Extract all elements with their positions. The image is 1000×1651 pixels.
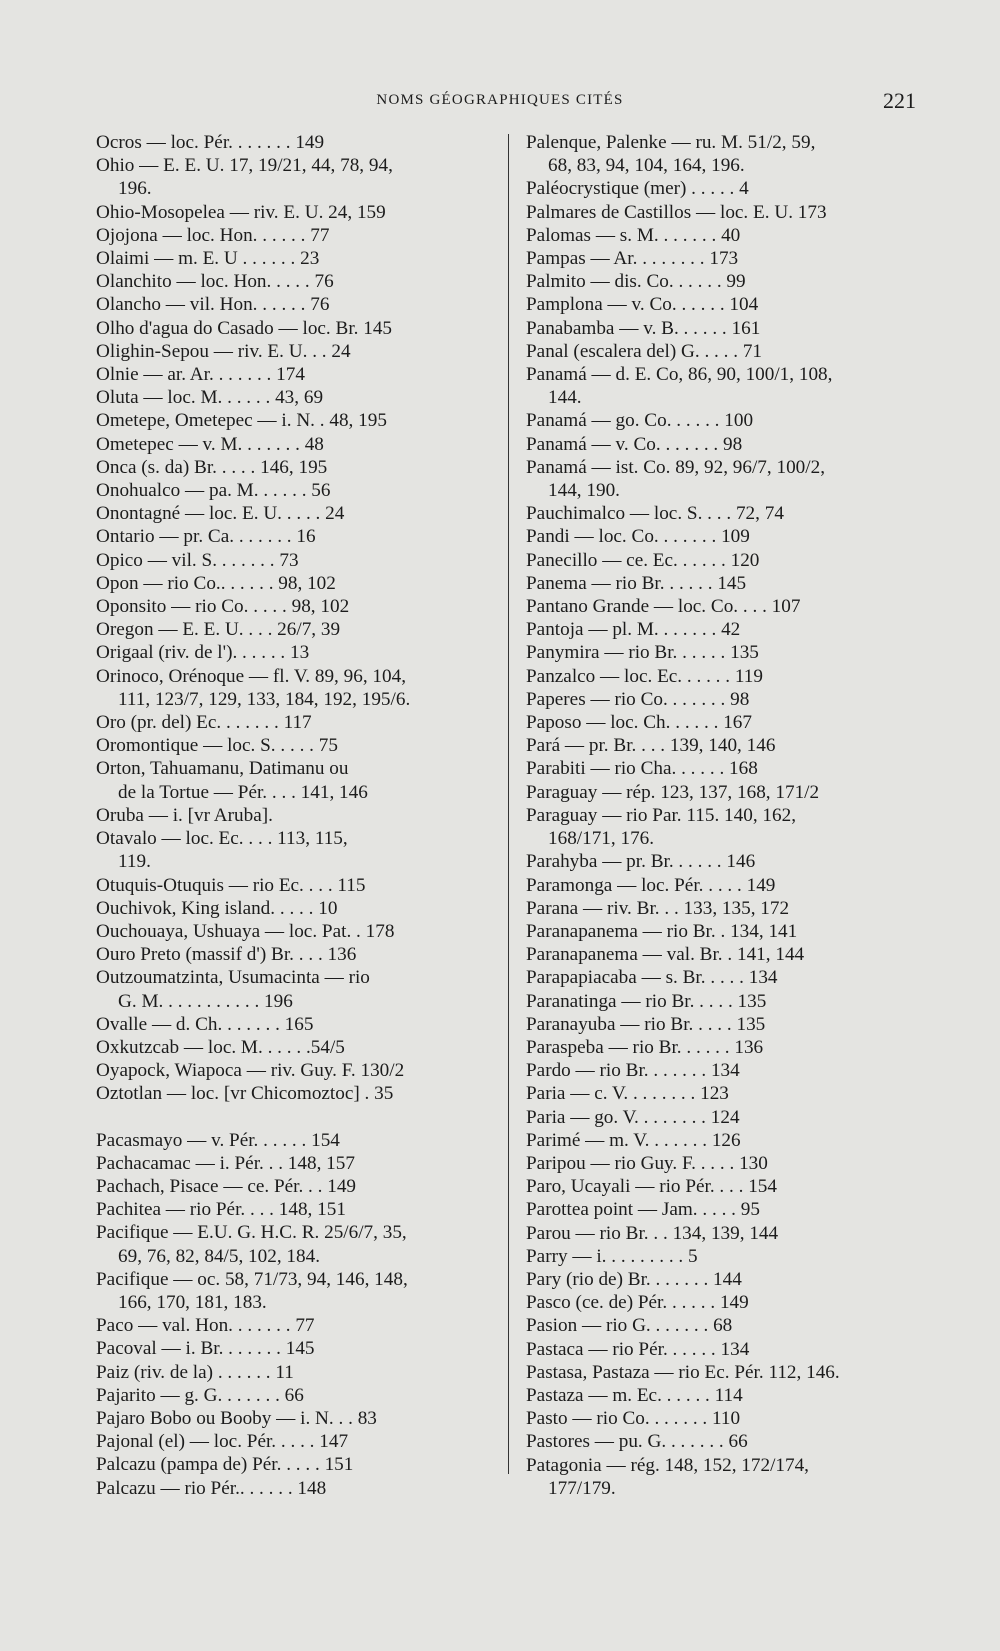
- index-entry: Pastaza — m. Ec. . . . . . 114: [526, 1384, 743, 1406]
- index-entry: Outzoumatzinta, Usumacinta — rio: [96, 967, 370, 989]
- index-entry: Pacifique — E.U. G. H.C. R. 25/6/7, 35,: [96, 1222, 407, 1244]
- index-entry: Panzalco — loc. Ec. . . . . . 119: [526, 665, 763, 687]
- index-entry: Ojojona — loc. Hon. . . . . . 77: [96, 224, 330, 246]
- index-entry: 68, 83, 94, 104, 164, 196.: [548, 155, 745, 177]
- index-entry: Patagonia — rég. 148, 152, 172/174,: [526, 1454, 809, 1476]
- index-entry: de la Tortue — Pér. . . . 141, 146: [118, 781, 368, 803]
- index-entry: Ovalle — d. Ch. . . . . . . 165: [96, 1013, 314, 1035]
- index-entry: Oromontique — loc. S. . . . . 75: [96, 735, 338, 757]
- index-entry: Olancho — vil. Hon. . . . . . 76: [96, 294, 330, 316]
- index-entry: Pastaca — rio Pér. . . . . . 134: [526, 1338, 750, 1360]
- index-entry: Pajaro Bobo ou Booby — i. N. . . 83: [96, 1407, 377, 1429]
- index-entry: Pará — pr. Br. . . . 139, 140, 146: [526, 735, 776, 757]
- index-entry: Ouchouaya, Ushuaya — loc. Pat. . 178: [96, 920, 395, 942]
- index-entry: Palenque, Palenke — ru. M. 51/2, 59,: [526, 132, 816, 153]
- index-entry: Ocros — loc. Pér. . . . . . . 149: [96, 132, 325, 153]
- index-entry: Pacifique — oc. 58, 71/73, 94, 146, 148,: [96, 1268, 408, 1290]
- index-entry: Pacoval — i. Br. . . . . . . 145: [96, 1338, 315, 1360]
- index-entry: Paranapanema — val. Br. . 141, 144: [526, 944, 805, 966]
- index-entry: 196.: [118, 178, 152, 200]
- index-entry: Paria — go. V. . . . . . . . 124: [526, 1106, 740, 1128]
- right-index-column: [526, 131, 926, 1500]
- index-entry: Parabiti — rio Cha. . . . . . 168: [526, 758, 758, 780]
- index-entry: Panema — rio Br. . . . . . 145: [526, 572, 747, 594]
- index-entry: Pasion — rio G. . . . . . . 68: [526, 1315, 733, 1337]
- index-entry: Ometepec — v. M. . . . . . . 48: [96, 433, 324, 455]
- index-entry: Paranayuba — rio Br. . . . . 135: [526, 1013, 766, 1035]
- index-entry: 69, 76, 82, 84/5, 102, 184.: [118, 1245, 321, 1267]
- index-entry: Onca (s. da) Br. . . . . 146, 195: [96, 456, 328, 478]
- index-entry: Oluta — loc. M. . . . . . 43, 69: [96, 387, 324, 409]
- index-entry: Paraspeba — rio Br. . . . . . 136: [526, 1036, 764, 1058]
- index-entry: Pary (rio de) Br. . . . . . . 144: [526, 1268, 742, 1290]
- index-entry: Parry — i. . . . . . . . . 5: [526, 1245, 698, 1267]
- index-entry: Oregon — E. E. U. . . . 26/7, 39: [96, 619, 341, 641]
- index-entry: 144.: [548, 387, 582, 409]
- index-entry: Palcazu — rio Pér.. . . . . . 148: [96, 1477, 327, 1499]
- index-entry: Otuquis-Otuquis — rio Ec. . . . 115: [96, 874, 366, 896]
- index-entry: Paraguay — rio Par. 115. 140, 162,: [526, 804, 797, 826]
- index-entry: Onohualco — pa. M. . . . . . 56: [96, 480, 331, 502]
- index-entry: Panamá — v. Co. . . . . . . 98: [526, 433, 743, 455]
- index-entry: Parou — rio Br. . . 134, 139, 144: [526, 1222, 779, 1244]
- index-entry: Pastasa, Pastaza — rio Ec. Pér. 112, 146.: [526, 1361, 840, 1383]
- index-entry: Paripou — rio Guy. F. . . . . 130: [526, 1152, 768, 1174]
- index-entry: Origaal (riv. de l'). . . . . . 13: [96, 642, 310, 664]
- index-entry: Olaimi — m. E. U . . . . . . 23: [96, 248, 320, 270]
- letter-section-gap: [96, 1106, 496, 1129]
- index-entry: Pastores — pu. G. . . . . . . 66: [526, 1431, 748, 1453]
- index-entry: 111, 123/7, 129, 133, 184, 192, 195/6.: [118, 688, 411, 710]
- index-entry: Paranapanema — rio Br. . 134, 141: [526, 920, 798, 942]
- index-entry: Oztotlan — loc. [vr Chicomoztoc] . 35: [96, 1083, 394, 1105]
- column-divider: [508, 134, 509, 1474]
- running-title: NOMS GÉOGRAPHIQUES CITÉS: [376, 92, 624, 108]
- index-entry: 177/179.: [548, 1477, 616, 1499]
- index-entry: Ouchivok, King island. . . . . 10: [96, 897, 338, 919]
- index-entry: Pandi — loc. Co. . . . . . . 109: [526, 526, 750, 548]
- index-entry: Paraguay — rép. 123, 137, 168, 171/2: [526, 781, 820, 803]
- index-entry: Paramonga — loc. Pér. . . . . 149: [526, 874, 776, 896]
- index-entry: Pasco (ce. de) Pér. . . . . . 149: [526, 1292, 749, 1314]
- index-entry: Orinoco, Orénoque — fl. V. 89, 96, 104,: [96, 665, 406, 687]
- index-entry: Paléocrystique (mer) . . . . . 4: [526, 178, 749, 200]
- index-entry: Olanchito — loc. Hon. . . . . 76: [96, 271, 334, 293]
- index-entry: Panamá — ist. Co. 89, 92, 96/7, 100/2,: [526, 456, 825, 478]
- index-entry: Pantano Grande — loc. Co. . . . 107: [526, 596, 801, 618]
- index-entry: Paposo — loc. Ch. . . . . . 167: [526, 712, 752, 734]
- index-entry: Oruba — i. [vr Aruba].: [96, 804, 273, 826]
- index-entry: Panamá — d. E. Co, 86, 90, 100/1, 108,: [526, 364, 833, 386]
- index-entry: Pachach, Pisace — ce. Pér. . . 149: [96, 1175, 357, 1197]
- index-entry: Pachitea — rio Pér. . . . 148, 151: [96, 1199, 346, 1221]
- index-entry: Panamá — go. Co. . . . . . 100: [526, 410, 754, 432]
- index-entry: Olnie — ar. Ar. . . . . . . 174: [96, 364, 305, 386]
- index-entry: Oyapock, Wiapoca — riv. Guy. F. 130/2: [96, 1060, 405, 1082]
- index-entry: Oro (pr. del) Ec. . . . . . . 117: [96, 712, 312, 734]
- index-entry: Paria — c. V. . . . . . . . 123: [526, 1083, 729, 1105]
- index-entry: Paco — val. Hon. . . . . . . 77: [96, 1315, 315, 1337]
- index-entry: Ouro Preto (massif d') Br. . . . 136: [96, 944, 357, 966]
- index-entry: Orton, Tahuamanu, Datimanu ou: [96, 758, 349, 780]
- index-entry: 168/171, 176.: [548, 828, 655, 850]
- index-entry: Parimé — m. V. . . . . . . 126: [526, 1129, 741, 1151]
- index-entry: Pajonal (el) — loc. Pér. . . . . 147: [96, 1431, 349, 1453]
- index-entry: Palcazu (pampa de) Pér. . . . . 151: [96, 1454, 354, 1476]
- index-entry: Panymira — rio Br. . . . . . 135: [526, 642, 759, 664]
- index-entry: Pauchimalco — loc. S. . . . 72, 74: [526, 503, 784, 525]
- index-entry: Palmares de Castillos — loc. E. U. 173: [526, 201, 827, 223]
- index-entry: Parottea point — Jam. . . . . 95: [526, 1199, 760, 1221]
- index-entry: Onontagné — loc. E. U. . . . . 24: [96, 503, 345, 525]
- index-entry: Pajarito — g. G. . . . . . . 66: [96, 1384, 304, 1406]
- index-entry: Panecillo — ce. Ec. . . . . . 120: [526, 549, 760, 571]
- index-entry: Oponsito — rio Co. . . . . 98, 102: [96, 596, 350, 618]
- index-entry: Pachacamac — i. Pér. . . 148, 157: [96, 1152, 355, 1174]
- left-index-column: [96, 131, 496, 1500]
- index-entry: Pardo — rio Br. . . . . . . 134: [526, 1060, 740, 1082]
- index-entry: Opon — rio Co.. . . . . . 98, 102: [96, 572, 336, 594]
- page-header: [0, 88, 1000, 118]
- index-entry: Oxkutzcab — loc. M. . . . . .54/5: [96, 1036, 345, 1058]
- index-entry: Pacasmayo — v. Pér. . . . . . 154: [96, 1129, 340, 1151]
- index-entry: Ohio-Mosopelea — riv. E. U. 24, 159: [96, 201, 386, 223]
- index-entry: Paiz (riv. de la) . . . . . . 11: [96, 1361, 294, 1383]
- index-entry: Ometepe, Ometepec — i. N. . 48, 195: [96, 410, 387, 432]
- index-entry: 119.: [118, 851, 151, 873]
- index-entry: Otavalo — loc. Ec. . . . 113, 115,: [96, 828, 348, 850]
- index-entry: 166, 170, 181, 183.: [118, 1291, 267, 1313]
- index-entry: Parahyba — pr. Br. . . . . . 146: [526, 851, 756, 873]
- index-entry: G. M. . . . . . . . . . . 196: [118, 990, 293, 1012]
- index-entry: Pantoja — pl. M. . . . . . . 42: [526, 619, 741, 641]
- index-entry: Paranatinga — rio Br. . . . . 135: [526, 990, 767, 1012]
- index-entry: Paperes — rio Co. . . . . . . 98: [526, 688, 750, 710]
- index-entry: Pamplona — v. Co. . . . . . 104: [526, 294, 759, 316]
- index-entry: Ohio — E. E. U. 17, 19/21, 44, 78, 94,: [96, 155, 393, 177]
- index-entry: Opico — vil. S. . . . . . . 73: [96, 549, 299, 571]
- index-entry: Palmito — dis. Co. . . . . . 99: [526, 271, 746, 293]
- index-entry: Parapapiacaba — s. Br. . . . . 134: [526, 967, 778, 989]
- index-entry: Olighin-Sepou — riv. E. U. . . 24: [96, 340, 351, 362]
- index-entry: Paro, Ucayali — rio Pér. . . . 154: [526, 1176, 777, 1198]
- index-entry: Pasto — rio Co. . . . . . . 110: [526, 1408, 741, 1430]
- index-entry: Olho d'agua do Casado — loc. Br. 145: [96, 317, 393, 339]
- index-entry: Parana — riv. Br. . . 133, 135, 172: [526, 897, 790, 919]
- index-entry: 144, 190.: [548, 480, 620, 502]
- index-entry: Panal (escalera del) G. . . . . 71: [526, 340, 763, 362]
- index-entry: Pampas — Ar. . . . . . . . 173: [526, 248, 739, 270]
- index-entry: Ontario — pr. Ca. . . . . . . 16: [96, 526, 316, 548]
- page-number: 221: [883, 88, 916, 113]
- index-entry: Panabamba — v. B. . . . . . 161: [526, 317, 761, 339]
- index-entry: Palomas — s. M. . . . . . . 40: [526, 224, 741, 246]
